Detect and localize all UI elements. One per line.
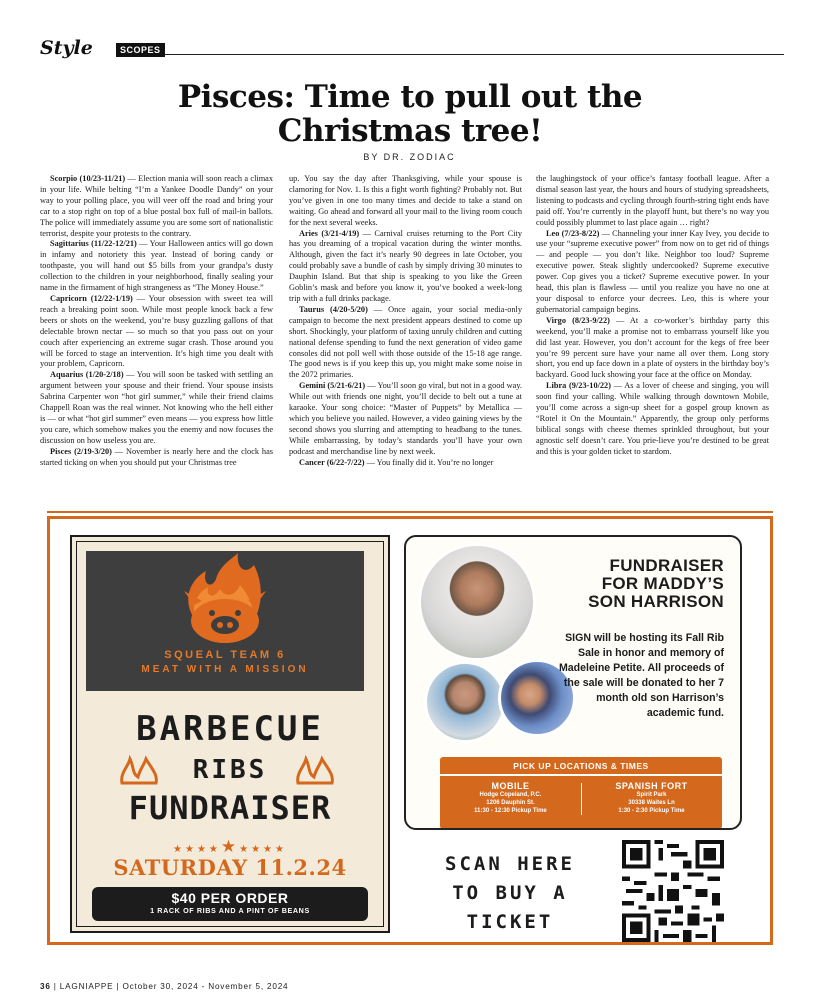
ad-top-rule [47, 511, 773, 513]
horoscope-text: — You finally did it. You’re no longer [364, 457, 494, 467]
harrison-fundraiser-card [404, 535, 742, 830]
headline [60, 80, 760, 148]
scan-cta [420, 850, 600, 937]
section-brand: Style [40, 37, 93, 59]
fundraiser-heading-line-3: SON HARRISON [588, 592, 724, 611]
horoscope-paragraph [289, 305, 522, 381]
zodiac-sign: Aquarius (1/20-2/18) [50, 370, 124, 380]
location-time: 1:30 - 2:30 Pickup Time [618, 808, 685, 814]
price-detail: 1 RACK OF RIBS AND A PINT OF BEANS [150, 906, 310, 915]
event-date: SATURDAY 11.2.24 [113, 855, 347, 880]
article-column-1 [40, 174, 273, 510]
horoscope-paragraph [536, 174, 769, 229]
zodiac-sign: Sagittarius (11/22-12/21) [50, 239, 137, 249]
scan-cta-line-2: TO BUY A [452, 882, 568, 904]
location-address: 30338 Waites Ln [628, 800, 675, 806]
horoscope-text: the laughingstock of your office’s fantasy football league. After a dismal season last year, the hours and hours of studying spreadsheets, listening to podcasts and cycling through fourth-string tight ends have paid off. You’re currently in the playoff hunt, but there’s no way you could possibly plummet to last place again … right? [536, 174, 769, 227]
zodiac-sign: Libra (9/23-10/22) [546, 381, 611, 391]
location-divider [581, 783, 582, 815]
fundraiser-heading-line-2: FOR MADDY’S [601, 574, 724, 593]
bbq-title-fundraiser: FUNDRAISER [128, 789, 332, 827]
horoscope-paragraph [536, 316, 769, 381]
star-divider-icon: ★★★★★★★★★ [173, 837, 287, 856]
horoscope-text: — You’ll soon go viral, but not in a good way. While out with friends one night, you’ll decide to belt out a tune at karaoke. Your song choice: “Master of Puppets” by Metallica — which you believe you nailed. However, a video gaining views by the second shows you slurring and attempting to headbang to the tunes. While embarrassing, by today’s standards you’ll have your own podcast and merchandise line by next week. [289, 381, 522, 456]
scan-cta-line-1: SCAN HERE [445, 853, 575, 875]
horoscope-text: — Channeling your inner Kay Ivey, you decide to use your “supreme executive power” from now on to get rid of things — and people — you don’t like. Neighbor too loud? Supreme executive power. Steak slightly undercooked? Supreme executive power. Cop gives you a ticket? Supreme executive power. In your head, this plan is flawless — until you realize you have no one at your disposal to enforce your decrees. Leo, this is where your gubernatorial campaign begins. [536, 228, 769, 314]
qr-code-icon[interactable] [622, 840, 724, 942]
horoscope-text: — Election mania will soon reach a climax in your life. While belting “I’m a Yankee Doodle Dandy” on your way to your polling place, you will veer off the road and bring your car to a stop right on top of a blue postal box full of mail-in ballots. The police will immediately assume you are some sort of nationalistic terrorist, despite your protests to the contrary. [40, 174, 273, 238]
horoscope-paragraph [40, 447, 273, 469]
headline-line-2: Christmas tree! [277, 113, 543, 149]
location-address: 1206 Dauphin St. [486, 800, 535, 806]
horoscope-text: — At a co-worker’s birthday party this weekend, you’ll make a promise not to embarrass yourself like you did last year. However, you don’t account for the kegs of free beer you’re 99 percent sure have your name all over them. Long story short, you end up face down in a plate of oysters in the birthday boy’s backyard. Good luck showing your face at the office on Monday. [536, 315, 769, 380]
zodiac-sign: Pisces (2/19-3/20) [50, 446, 112, 456]
pickup-locations [440, 757, 722, 829]
horoscope-text: up. You say the day after Thanksgiving, while your spouse is clamoring for Nov. 1. Is this a fight worth fighting? Probably not. But you’ve given in one too many times and decide to take a stand on waiting. Go ahead and forward all your mail to the living room couch for the next several weeks. [289, 174, 522, 227]
bbq-fundraiser-ad [70, 535, 390, 933]
fundraiser-heading [544, 557, 724, 611]
article-column-2 [289, 174, 522, 510]
page-footer: 36 | LAGNIAPPE | October 30, 2024 - November 5, 2024 [40, 982, 289, 991]
horoscope-text: — Your obsession with sweet tea will reach a breaking point soon. While most people knock back a few beers or shots on the weekend, you’re busy guzzling gallons of that delectable brown nectar — so much so that you pass out on your couch after experiencing an extreme sugar crash. Those around you will be forced to stage an intervention. It’s high time you dealt with your problem, Capricorn. [40, 293, 273, 369]
horoscope-paragraph [289, 174, 522, 229]
pickup-location-mobile [446, 781, 576, 815]
zodiac-sign: Cancer (6/22-7/22) [299, 457, 365, 467]
pickup-location-spanish-fort [587, 781, 717, 815]
horoscope-text: — As a lover of cheese and singing, you will soon find your calling. While walking through downtown Mobile, you’ll come across a sign-up sheet for a gospel group known as “Rotel it On the Mountain.” Apparently, the group only performs biblical songs with cheese themes sprinkled throughout, but your agnostic self doesn’t care. You prie-lieve you’re destined to be great and this is your golden ticket to stardom. [536, 381, 769, 456]
scan-cta-line-3: TICKET [466, 911, 554, 933]
horoscope-paragraph [289, 381, 522, 457]
publication-name: LAGNIAPPE [59, 982, 114, 991]
location-venue: Spirit Park [636, 792, 667, 798]
horoscope-paragraph [40, 370, 273, 446]
zodiac-sign: Aries (3/21-4/19) [299, 228, 360, 238]
bbq-title-ribs: RIBS [192, 755, 268, 785]
photo-with-baby [424, 661, 506, 743]
bbq-title-barbecue: BARBECUE [136, 709, 324, 749]
byline: BY DR. ZODIAC [363, 152, 456, 162]
zodiac-sign: Virgo (8/23-9/22) [546, 315, 610, 325]
horoscope-paragraph [40, 239, 273, 294]
location-name: SPANISH FORT [615, 781, 688, 791]
location-venue: Hodge Copeland, P.C. [479, 792, 542, 798]
horoscope-paragraph [536, 381, 769, 457]
squeal-team-logo [86, 551, 364, 691]
horoscope-paragraph [40, 294, 273, 370]
fundraiser-description: SIGN will be hosting its Fall Rib Sale in honor and memory of Madeleine Petite. All proceeds of the sale will be donated to her 7 month old son Harrison’s academic fund. [558, 632, 724, 719]
team-tagline: MEAT WITH A MISSION [141, 664, 309, 675]
horoscope-text: — November is nearly here and the clock has started ticking on when you should put your Christmas tree [40, 446, 273, 467]
zodiac-sign: Leo (7/23-8/22) [546, 228, 600, 238]
horoscope-text: — You will soon be tasked with settling an argument between your spouse and their friend. Your spouse insists Sabrina Carpenter won “hot girl summer,” while their friend claims Chappell Roan was the real winner. Not knowing who the hell either is — or what “hot girl summer” even means — you express how little you care, which somehow makes you the enemy and now focuses the discussion on how useless you are. [40, 370, 273, 445]
price: $40 PER ORDER [171, 890, 289, 906]
issue-dates: October 30, 2024 - November 5, 2024 [122, 982, 289, 991]
page-number: 36 [40, 982, 51, 991]
location-time: 11:30 - 12:30 Pickup Time [474, 808, 547, 814]
zodiac-sign: Capricorn (12/22-1/19) [50, 293, 133, 303]
horoscope-text: — Once again, your social media-only campaign to become the next president appears destined to come up short. Shockingly, your platform of taxing unruly children and cutting national defense spending to fund the next generation of video game consoles did not poll well with those outside of the 15-18 age range. The good news is if you keep this up, you might make some noise in the 2072 primaries. [289, 304, 522, 380]
flame-icon-right [294, 755, 338, 785]
horoscope-paragraph [536, 229, 769, 316]
section-header [40, 37, 784, 60]
header-rule [164, 54, 784, 55]
article-column-3 [536, 174, 769, 510]
horoscope-paragraph [289, 458, 522, 469]
section-label: SCOPES [116, 43, 165, 57]
headline-line-1: Pisces: Time to pull out the [177, 79, 643, 115]
pickup-title: PICK UP LOCATIONS & TIMES [513, 761, 649, 771]
horoscope-paragraph [40, 174, 273, 239]
location-name: MOBILE [491, 781, 530, 791]
zodiac-sign: Scorpio (10/23-11/21) [50, 174, 126, 183]
horoscope-text: — Your Halloween antics will go down in infamy and notoriety this year. Instead of boring candy or toothpaste, you will hand out $5 bills from your grandpa’s dusty collection to the children in your neighborhood, finally sealing your name in the firmament of high strangeness as “The Money House.” [40, 239, 273, 293]
team-name: SQUEAL TEAM 6 [164, 649, 286, 661]
price-banner [92, 887, 368, 921]
photo-portrait [418, 543, 536, 661]
flaming-pig-icon [86, 551, 364, 647]
horoscope-paragraph [289, 229, 522, 305]
zodiac-sign: Taurus (4/20-5/20) [299, 304, 368, 314]
zodiac-sign: Gemini (5/21-6/21) [299, 381, 366, 391]
fundraiser-heading-line-1: FUNDRAISER [609, 556, 724, 575]
horoscope-text: — Carnival cruises returning to the Port City has you dreaming of a tropical vacation during the winter months. Although, given the fact it’s nearly 90 degrees in late October, you could probably save a bundle of cash by simply driving 30 minutes to Dauphin Island. But that ship is speaking to you like the Green Goblin’s mask and before you know it, you’ve booked a week-long trip with a full drinks package. [289, 228, 522, 303]
